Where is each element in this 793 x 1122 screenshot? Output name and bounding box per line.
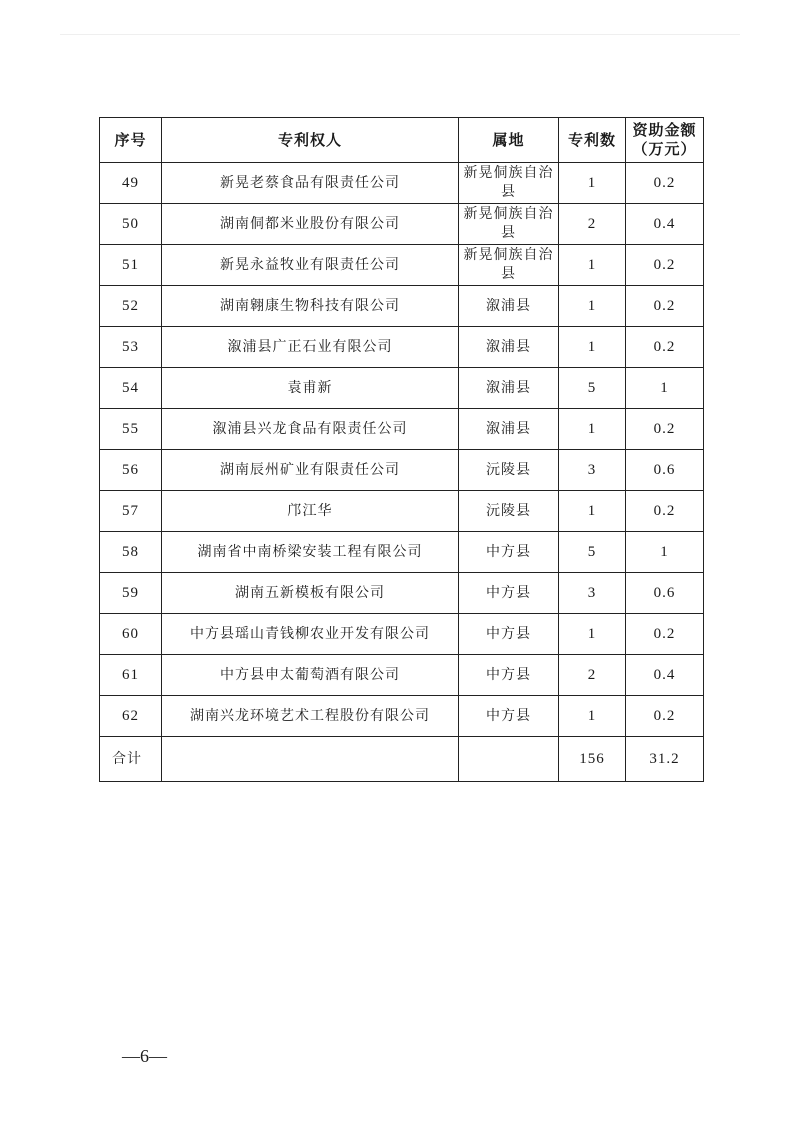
cell-index: 52 <box>100 286 162 327</box>
cell-region: 中方县 <box>459 532 559 573</box>
cell-count: 5 <box>559 532 626 573</box>
cell-amount: 0.2 <box>626 409 704 450</box>
cell-region: 溆浦县 <box>459 409 559 450</box>
cell-holder: 溆浦县广正石业有限公司 <box>162 327 459 368</box>
cell-region: 溆浦县 <box>459 368 559 409</box>
cell-index: 60 <box>100 614 162 655</box>
cell-count: 1 <box>559 614 626 655</box>
cell-holder: 湖南辰州矿业有限责任公司 <box>162 450 459 491</box>
cell-count: 1 <box>559 286 626 327</box>
cell-amount: 0.6 <box>626 450 704 491</box>
total-holder-empty <box>162 737 459 782</box>
cell-region: 溆浦县 <box>459 327 559 368</box>
table-row <box>100 204 704 245</box>
header-holder: 专利权人 <box>162 118 459 163</box>
cell-amount: 1 <box>626 532 704 573</box>
table-row <box>100 245 704 286</box>
cell-holder: 袁甫新 <box>162 368 459 409</box>
cell-region: 沅陵县 <box>459 450 559 491</box>
cell-amount: 0.2 <box>626 696 704 737</box>
cell-index: 57 <box>100 491 162 532</box>
table-row <box>100 491 704 532</box>
table-row <box>100 163 704 204</box>
page-number: —6— <box>122 1046 167 1066</box>
cell-index: 61 <box>100 655 162 696</box>
cell-index: 58 <box>100 532 162 573</box>
cell-region: 新晃侗族自治县 <box>459 245 559 286</box>
table-row <box>100 696 704 737</box>
cell-holder: 邝江华 <box>162 491 459 532</box>
table-row <box>100 409 704 450</box>
cell-amount: 0.2 <box>626 286 704 327</box>
cell-holder: 中方县申太葡萄酒有限公司 <box>162 655 459 696</box>
cell-amount: 1 <box>626 368 704 409</box>
total-row <box>100 737 704 782</box>
cell-count: 1 <box>559 163 626 204</box>
cell-count: 1 <box>559 696 626 737</box>
cell-amount: 0.2 <box>626 491 704 532</box>
cell-count: 2 <box>559 655 626 696</box>
patent-grant-table <box>99 117 704 782</box>
cell-holder: 湖南五新模板有限公司 <box>162 573 459 614</box>
cell-amount: 0.4 <box>626 655 704 696</box>
cell-holder: 湖南翱康生物科技有限公司 <box>162 286 459 327</box>
cell-index: 59 <box>100 573 162 614</box>
cell-region: 中方县 <box>459 573 559 614</box>
cell-count: 1 <box>559 327 626 368</box>
cell-amount: 0.4 <box>626 204 704 245</box>
cell-region: 新晃侗族自治县 <box>459 163 559 204</box>
cell-region: 中方县 <box>459 696 559 737</box>
table-row <box>100 368 704 409</box>
cell-holder: 湖南省中南桥梁安装工程有限公司 <box>162 532 459 573</box>
table-row <box>100 532 704 573</box>
cell-count: 3 <box>559 450 626 491</box>
cell-region: 沅陵县 <box>459 491 559 532</box>
cell-region: 溆浦县 <box>459 286 559 327</box>
cell-count: 1 <box>559 491 626 532</box>
cell-region: 新晃侗族自治县 <box>459 204 559 245</box>
cell-holder: 中方县瑶山青钱柳农业开发有限公司 <box>162 614 459 655</box>
table-row <box>100 573 704 614</box>
cell-count: 5 <box>559 368 626 409</box>
cell-index: 50 <box>100 204 162 245</box>
cell-amount: 0.2 <box>626 163 704 204</box>
cell-index: 53 <box>100 327 162 368</box>
cell-index: 56 <box>100 450 162 491</box>
cell-amount: 0.6 <box>626 573 704 614</box>
total-label: 合计 <box>100 737 162 782</box>
cell-index: 54 <box>100 368 162 409</box>
cell-count: 1 <box>559 409 626 450</box>
table-row <box>100 450 704 491</box>
total-count: 156 <box>559 737 626 782</box>
table-row <box>100 286 704 327</box>
cell-amount: 0.2 <box>626 327 704 368</box>
cell-holder: 湖南侗都米业股份有限公司 <box>162 204 459 245</box>
cell-index: 49 <box>100 163 162 204</box>
cell-count: 1 <box>559 245 626 286</box>
header-region: 属地 <box>459 118 559 163</box>
header-count: 专利数 <box>559 118 626 163</box>
header-index: 序号 <box>100 118 162 163</box>
cell-count: 2 <box>559 204 626 245</box>
cell-amount: 0.2 <box>626 614 704 655</box>
table-row <box>100 327 704 368</box>
header-rule <box>60 34 740 35</box>
cell-index: 51 <box>100 245 162 286</box>
table-header-row <box>100 118 704 163</box>
total-amount: 31.2 <box>626 737 704 782</box>
cell-region: 中方县 <box>459 614 559 655</box>
cell-holder: 新晃永益牧业有限责任公司 <box>162 245 459 286</box>
table-row <box>100 655 704 696</box>
cell-region: 中方县 <box>459 655 559 696</box>
cell-index: 62 <box>100 696 162 737</box>
header-amount: 资助金额（万元） <box>626 118 704 163</box>
cell-index: 55 <box>100 409 162 450</box>
cell-holder: 溆浦县兴龙食品有限责任公司 <box>162 409 459 450</box>
cell-amount: 0.2 <box>626 245 704 286</box>
cell-holder: 新晃老蔡食品有限责任公司 <box>162 163 459 204</box>
cell-holder: 湖南兴龙环境艺术工程股份有限公司 <box>162 696 459 737</box>
cell-count: 3 <box>559 573 626 614</box>
total-region-empty <box>459 737 559 782</box>
table-body <box>100 163 704 737</box>
table-row <box>100 614 704 655</box>
